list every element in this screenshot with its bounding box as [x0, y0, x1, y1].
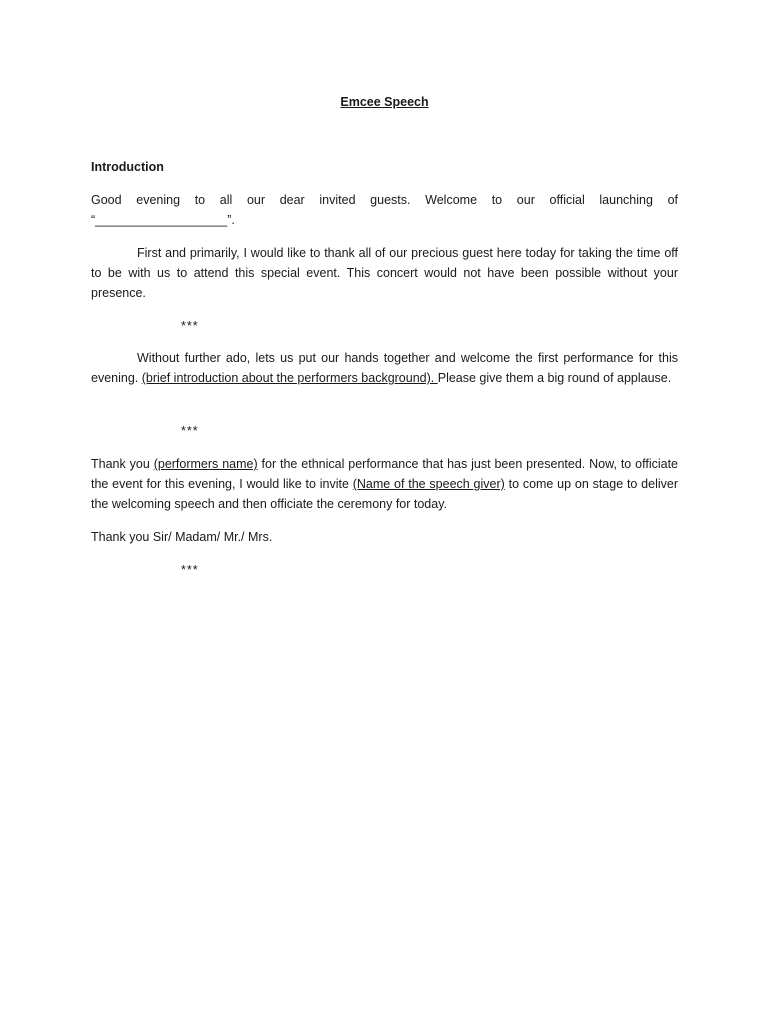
- p3-placeholder-background: (brief introduction about the performers background).: [141, 371, 438, 385]
- p4-placeholder-speech-giver: (Name of the speech giver): [352, 477, 505, 491]
- p3-text-a: Without further ado, lets us put our hands together and welcome the first performance for this evening.: [91, 351, 678, 385]
- paragraph-closing: Thank you Sir/ Madam/ Mr./ Mrs.: [91, 530, 273, 544]
- p4-text-a: Thank you: [91, 457, 154, 471]
- separator-3: ***: [181, 563, 199, 577]
- p4-placeholder-performers: (performers name): [153, 457, 258, 471]
- paragraph-welcome: Good evening to all our dear invited guests. Welcome to our official launching of “___________________”.: [91, 193, 678, 227]
- separator-2: ***: [181, 424, 199, 438]
- p4-text-b: for the ethnical performance that has just been presented. Now, to officiate the event for this evening, I would like to invite: [91, 457, 679, 491]
- p4-text-c: to come up on stage to deliver the welcoming speech and then officiate the ceremony for today.: [91, 477, 679, 511]
- paragraph-first-performance: [91, 348, 678, 388]
- paragraph-invite: [91, 454, 678, 514]
- p3-text-b: Please give them a big round of applause.: [437, 371, 672, 385]
- document-title: Emcee Speech: [340, 95, 429, 109]
- section-heading: Introduction: [91, 160, 164, 174]
- paragraph-thanks: First and primarily, I would like to thank all of our precious guest here today for taking the time off to be with us to attend this special event. This concert would not have been possible without your presence.: [91, 246, 678, 300]
- separator-1: ***: [181, 319, 199, 333]
